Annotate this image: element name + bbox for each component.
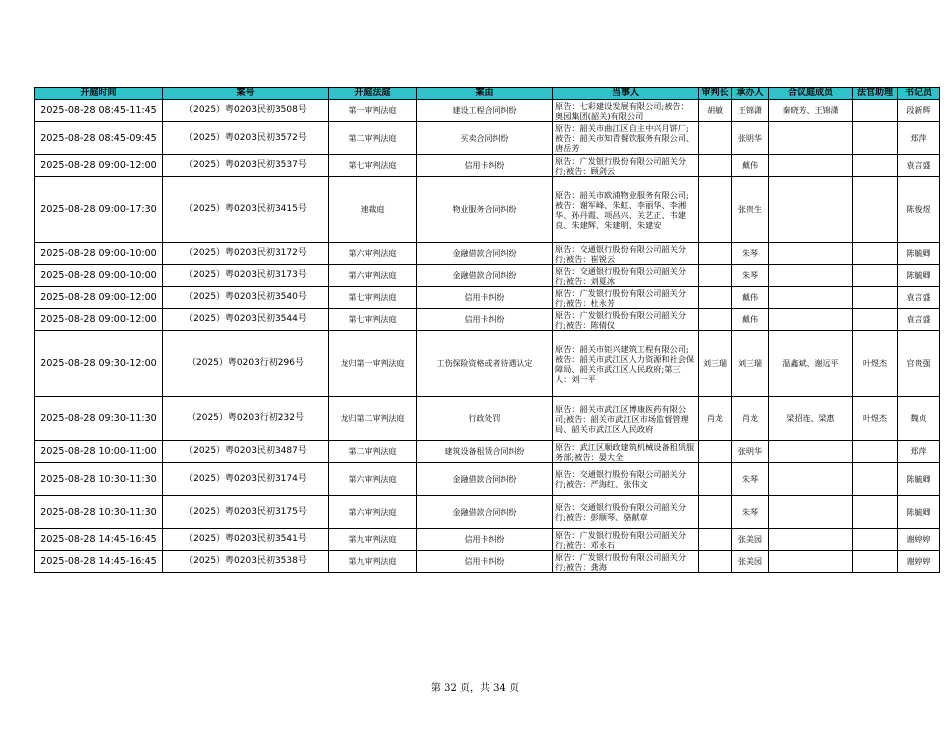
cell-parties: 原告：韶关市钜兴建筑工程有限公司;被告：韶关市武江区人力资源和社会保障局、韶关市武江区人民政府;第三人：刘一平: [553, 331, 699, 397]
header-handler: 承办人: [732, 88, 769, 100]
cell-time: 2025-08-28 09:00-12:00: [35, 287, 163, 309]
table-row: [35, 463, 940, 496]
cell-parties: 原告：武江区顺政建筑机械设备租赁服务部;被告：晏大全: [553, 441, 699, 463]
cell-chief-judge: [699, 265, 732, 287]
cell-time: 2025-08-28 09:00-12:00: [35, 155, 163, 177]
cell-case-number: （2025）粤0203民初3544号: [163, 309, 329, 331]
cell-case-number: （2025）粤0203民初3537号: [163, 155, 329, 177]
cell-courtroom: 第二审判法庭: [329, 122, 417, 155]
cell-cause: 信用卡纠纷: [417, 529, 553, 551]
cell-assistant: [853, 287, 898, 309]
cell-clerk: 官贵强: [898, 331, 940, 397]
header-assistant: 法官助理: [853, 88, 898, 100]
cell-parties: 原告：韶关市欧浦物业服务有限公司;被告：谢军峰、朱虹、李丽华、李湘华、孙丹霞、项昌兴、关艺正、韦建良、朱建辉、朱建明、朱建安: [553, 177, 699, 243]
cell-handler: 戴伟: [732, 287, 769, 309]
cell-assistant: [853, 463, 898, 496]
cell-handler: 张明华: [732, 441, 769, 463]
cell-time: 2025-08-28 10:30-11:30: [35, 496, 163, 529]
cell-cause: 行政处罚: [417, 397, 553, 441]
cell-parties: 原告：广发银行股份有限公司韶关分行;被告：杜永芳: [553, 287, 699, 309]
cell-courtroom: 第六审判法庭: [329, 463, 417, 496]
cell-panel: 温鑫斌、谢远平: [769, 331, 853, 397]
cell-panel: [769, 265, 853, 287]
cell-cause: 建筑设备租赁合同纠纷: [417, 441, 553, 463]
table-row: [35, 100, 940, 122]
cell-clerk: 陈毓卿: [898, 496, 940, 529]
cell-time: 2025-08-28 09:00-12:00: [35, 309, 163, 331]
page-footer: 第 32 页，共 34 页: [430, 683, 520, 694]
cell-panel: [769, 309, 853, 331]
cell-panel: [769, 287, 853, 309]
cell-cause: 信用卡纠纷: [417, 287, 553, 309]
cell-assistant: [853, 100, 898, 122]
cell-cause: 金融借款合同纠纷: [417, 243, 553, 265]
cell-time: 2025-08-28 10:00-11:00: [35, 441, 163, 463]
table-row: [35, 243, 940, 265]
cell-case-number: （2025）粤0203民初3508号: [163, 100, 329, 122]
cell-panel: [769, 122, 853, 155]
table-row: [35, 265, 940, 287]
cell-parties: 原告：广发银行股份有限公司韶关分行;被告：顾剑云: [553, 155, 699, 177]
cell-cause: 买卖合同纠纷: [417, 122, 553, 155]
cell-assistant: [853, 529, 898, 551]
cell-chief-judge: [699, 441, 732, 463]
cell-chief-judge: [699, 243, 732, 265]
cell-handler: 张明华: [732, 122, 769, 155]
cell-parties: 原告：韶关市武江区博康医药有限公司;被告：韶关市武江区市场监督管理局、韶关市武江区人民政府: [553, 397, 699, 441]
table-row: [35, 122, 940, 155]
cell-chief-judge: [699, 155, 732, 177]
cell-clerk: 郑萍: [898, 441, 940, 463]
cell-courtroom: 第七审判法庭: [329, 309, 417, 331]
cell-assistant: [853, 551, 898, 573]
cell-courtroom: 第六审判法庭: [329, 496, 417, 529]
cell-chief-judge: [699, 177, 732, 243]
cell-chief-judge: [699, 551, 732, 573]
cell-time: 2025-08-28 09:00-17:30: [35, 177, 163, 243]
cell-parties: 原告：交通银行股份有限公司韶关分行;被告：严海红、张伟文: [553, 463, 699, 496]
cell-cause: 建设工程合同纠纷: [417, 100, 553, 122]
cell-panel: [769, 441, 853, 463]
cell-parties: 原告：广发银行股份有限公司韶关分行;被告：陈倩仪: [553, 309, 699, 331]
table-row: [35, 331, 940, 397]
cell-chief-judge: [699, 463, 732, 496]
cell-case-number: （2025）粤0203民初3173号: [163, 265, 329, 287]
cell-time: 2025-08-28 14:45-16:45: [35, 529, 163, 551]
cell-case-number: （2025）粤0203民初3174号: [163, 463, 329, 496]
cell-chief-judge: [699, 287, 732, 309]
cell-parties: 原告：韶关市曲江区自主中兴月饼厂;被告：韶关市知青餐饮服务有限公司、唐岳芳: [553, 122, 699, 155]
table-row: [35, 397, 940, 441]
cell-cause: 工伤保险资格或者待遇认定: [417, 331, 553, 397]
cell-handler: 王锦潇: [732, 100, 769, 122]
cell-handler: 张贵生: [732, 177, 769, 243]
cell-cause: 信用卡纠纷: [417, 551, 553, 573]
cell-courtroom: 龙归第二审判法庭: [329, 397, 417, 441]
cell-courtroom: 第二审判法庭: [329, 441, 417, 463]
cell-courtroom: 第九审判法庭: [329, 551, 417, 573]
cell-case-number: （2025）粤0203民初3540号: [163, 287, 329, 309]
cell-parties: 原告：交通银行股份有限公司韶关分行;被告：彭顺琴、骆献章: [553, 496, 699, 529]
cell-time: 2025-08-28 14:45-16:45: [35, 551, 163, 573]
cell-clerk: 陈毓卿: [898, 463, 940, 496]
cell-time: 2025-08-28 09:00-10:00: [35, 265, 163, 287]
cell-cause: 金融借款合同纠纷: [417, 463, 553, 496]
cell-assistant: [853, 441, 898, 463]
header-time: 开庭时间: [35, 88, 163, 100]
cell-cause: 信用卡纠纷: [417, 309, 553, 331]
cell-handler: 张美园: [732, 529, 769, 551]
cell-parties: 原告：交通银行股份有限公司韶关分行;被告：崔锐云: [553, 243, 699, 265]
cell-parties: 原告：交通银行股份有限公司韶关分行;被告：刘夏冰: [553, 265, 699, 287]
cell-courtroom: 第六审判法庭: [329, 243, 417, 265]
header-panel: 合议庭成员: [769, 88, 853, 100]
cell-case-number: （2025）粤0203行初296号: [163, 331, 329, 397]
cell-time: 2025-08-28 09:00-10:00: [35, 243, 163, 265]
cell-chief-judge: 胡敏: [699, 100, 732, 122]
cell-case-number: （2025）粤0203行初232号: [163, 397, 329, 441]
cell-panel: [769, 463, 853, 496]
cell-clerk: 陈毓卿: [898, 243, 940, 265]
cell-assistant: [853, 155, 898, 177]
cell-clerk: 郑萍: [898, 122, 940, 155]
cell-handler: 朱琴: [732, 243, 769, 265]
hearing-schedule-table: [34, 87, 940, 573]
cell-panel: [769, 177, 853, 243]
cell-chief-judge: [699, 122, 732, 155]
cell-handler: 刘三瑞: [732, 331, 769, 397]
cell-clerk: 陈毓卿: [898, 265, 940, 287]
cell-clerk: 段新辉: [898, 100, 940, 122]
cell-courtroom: 龙归第一审判法庭: [329, 331, 417, 397]
header-case-number: 案号: [163, 88, 329, 100]
cell-handler: 朱琴: [732, 463, 769, 496]
cell-parties: 原告：七彩建设发展有限公司;被告：奥园集团(韶关)有限公司: [553, 100, 699, 122]
cell-clerk: 魏贞: [898, 397, 940, 441]
cell-panel: 秦晓芳、王锦潇: [769, 100, 853, 122]
table-row: [35, 529, 940, 551]
cell-case-number: （2025）粤0203民初3541号: [163, 529, 329, 551]
cell-panel: [769, 155, 853, 177]
cell-chief-judge: 刘三瑞: [699, 331, 732, 397]
cell-handler: 戴伟: [732, 309, 769, 331]
cell-case-number: （2025）粤0203民初3172号: [163, 243, 329, 265]
cell-courtroom: 第九审判法庭: [329, 529, 417, 551]
cell-courtroom: 速裁庭: [329, 177, 417, 243]
header-chief-judge: 审判长: [699, 88, 732, 100]
header-parties: 当事人: [553, 88, 699, 100]
cell-panel: [769, 551, 853, 573]
cell-clerk: 袁言盛: [898, 287, 940, 309]
cell-clerk: 陈俊煜: [898, 177, 940, 243]
cell-handler: 戴伟: [732, 155, 769, 177]
cell-parties: 原告：广发银行股份有限公司韶关分行;被告：邓永石: [553, 529, 699, 551]
cell-case-number: （2025）粤0203民初3538号: [163, 551, 329, 573]
cell-time: 2025-08-28 10:30-11:30: [35, 463, 163, 496]
cell-assistant: [853, 496, 898, 529]
cell-handler: 张美园: [732, 551, 769, 573]
cell-clerk: 谢婷婷: [898, 551, 940, 573]
cell-assistant: 叶煜杰: [853, 331, 898, 397]
cell-assistant: [853, 243, 898, 265]
cell-case-number: （2025）粤0203民初3572号: [163, 122, 329, 155]
table-row: [35, 287, 940, 309]
cell-cause: 金融借款合同纠纷: [417, 496, 553, 529]
cell-case-number: （2025）粤0203民初3415号: [163, 177, 329, 243]
cell-clerk: 袁言盛: [898, 155, 940, 177]
cell-assistant: [853, 309, 898, 331]
cell-parties: 原告：广发银行股份有限公司韶关分行;被告：龚海: [553, 551, 699, 573]
cell-courtroom: 第七审判法庭: [329, 287, 417, 309]
cell-clerk: 谢婷婷: [898, 529, 940, 551]
table-row: [35, 309, 940, 331]
header-courtroom: 开庭法庭: [329, 88, 417, 100]
table-row: [35, 177, 940, 243]
cell-panel: [769, 496, 853, 529]
cell-handler: 朱琴: [732, 265, 769, 287]
cell-chief-judge: [699, 529, 732, 551]
cell-assistant: [853, 122, 898, 155]
cell-cause: 信用卡纠纷: [417, 155, 553, 177]
table-row: [35, 441, 940, 463]
cell-assistant: [853, 177, 898, 243]
header-clerk: 书记员: [898, 88, 940, 100]
cell-cause: 金融借款合同纠纷: [417, 265, 553, 287]
table-row: [35, 155, 940, 177]
cell-case-number: （2025）粤0203民初3175号: [163, 496, 329, 529]
cell-panel: 梁招连、梁惠: [769, 397, 853, 441]
header-cause: 案由: [417, 88, 553, 100]
cell-time: 2025-08-28 08:45-11:45: [35, 100, 163, 122]
table-row: [35, 551, 940, 573]
cell-clerk: 袁言盛: [898, 309, 940, 331]
cell-chief-judge: 肖龙: [699, 397, 732, 441]
cell-panel: [769, 243, 853, 265]
cell-time: 2025-08-28 08:45-09:45: [35, 122, 163, 155]
cell-cause: 物业服务合同纠纷: [417, 177, 553, 243]
cell-time: 2025-08-28 09:30-11:30: [35, 397, 163, 441]
cell-case-number: （2025）粤0203民初3487号: [163, 441, 329, 463]
cell-handler: 朱琴: [732, 496, 769, 529]
cell-assistant: 叶煜杰: [853, 397, 898, 441]
table-header-row: [35, 88, 940, 100]
cell-panel: [769, 529, 853, 551]
table-row: [35, 496, 940, 529]
cell-assistant: [853, 265, 898, 287]
cell-chief-judge: [699, 496, 732, 529]
cell-handler: 肖龙: [732, 397, 769, 441]
cell-courtroom: 第七审判法庭: [329, 155, 417, 177]
cell-chief-judge: [699, 309, 732, 331]
cell-courtroom: 第六审判法庭: [329, 265, 417, 287]
cell-courtroom: 第一审判法庭: [329, 100, 417, 122]
cell-time: 2025-08-28 09:30-12:00: [35, 331, 163, 397]
